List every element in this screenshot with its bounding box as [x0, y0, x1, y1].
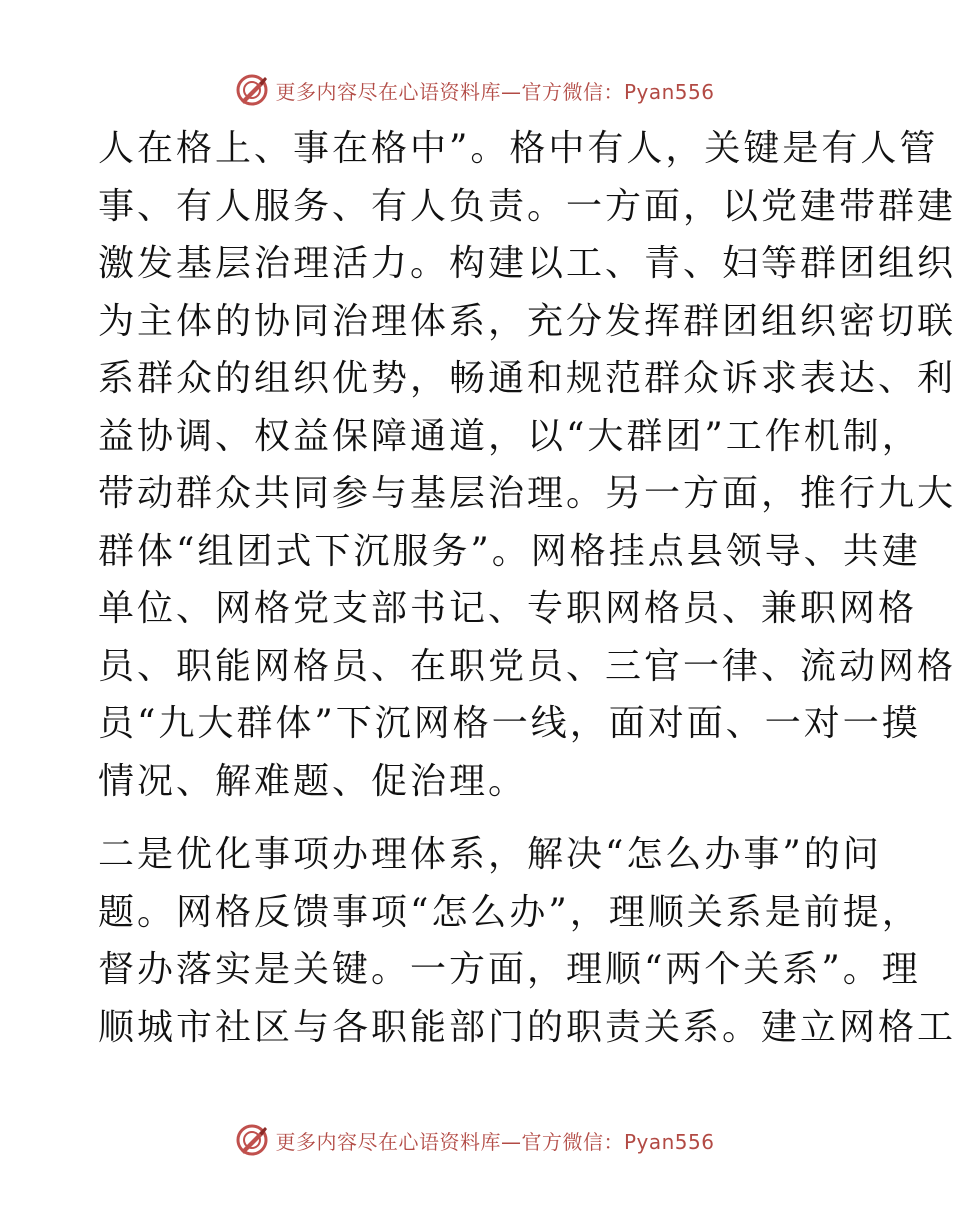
- text-line: 系群众的组织优势，畅通和规范群众诉求表达、利: [98, 358, 956, 399]
- text-line: 带动群众共同参与基层治理。另一方面，推行九大: [98, 473, 956, 514]
- text-line: 题。网格反馈事项“怎么办”，理顺关系是前提，: [98, 891, 921, 933]
- text-line: 事、有人服务、有人负责。一方面，以党建带群建: [98, 185, 956, 227]
- watermark-text: 更多内容尽在心语资料库—官方微信：Pyan556: [275, 79, 715, 104]
- text-line: 激发基层治理活力。构建以工、青、妇等群团组织: [98, 243, 956, 284]
- text-line: 员、职能网格员、在职党员、三官一律、流动网格: [98, 645, 956, 687]
- text-line: 群体“组团式下沉服务”。网格挂点县领导、共建: [98, 530, 921, 572]
- watermark-text: 更多内容尽在心语资料库—官方微信：Pyan556: [275, 1129, 715, 1154]
- text-line: 单位、网格党支部书记、专职网格员、兼职网格: [98, 588, 918, 629]
- paragraph-2: [98, 826, 956, 1056]
- text-line: 顺城市社区与各职能部门的职责关系。建立网格工: [98, 1006, 956, 1048]
- text-line: 为主体的协同治理体系，充分发挥群团组织密切联: [98, 300, 956, 342]
- text-line: 情况、解难题、促治理。: [98, 760, 528, 802]
- pen-logo-icon: [235, 73, 269, 107]
- text-line: 督办落实是关键。一方面，理顺“两个关系”。理: [98, 949, 921, 990]
- text-line: 二是优化事项办理体系，解决“怎么办事”的问: [98, 834, 882, 875]
- paragraph-1: [98, 120, 956, 810]
- text-line: 人在格上、事在格中”。格中有人，关键是有人管: [98, 128, 939, 169]
- header-watermark: [0, 70, 950, 110]
- paragraph-gap: [98, 810, 858, 826]
- footer-watermark: [0, 1120, 950, 1160]
- pen-logo-icon: [235, 1123, 269, 1157]
- text-line: 益协调、权益保障通道，以“大群团”工作机制，: [98, 415, 921, 457]
- text-line: 员“九大群体”下沉网格一线，面对面、一对一摸: [98, 703, 921, 744]
- document-body: [98, 120, 956, 1056]
